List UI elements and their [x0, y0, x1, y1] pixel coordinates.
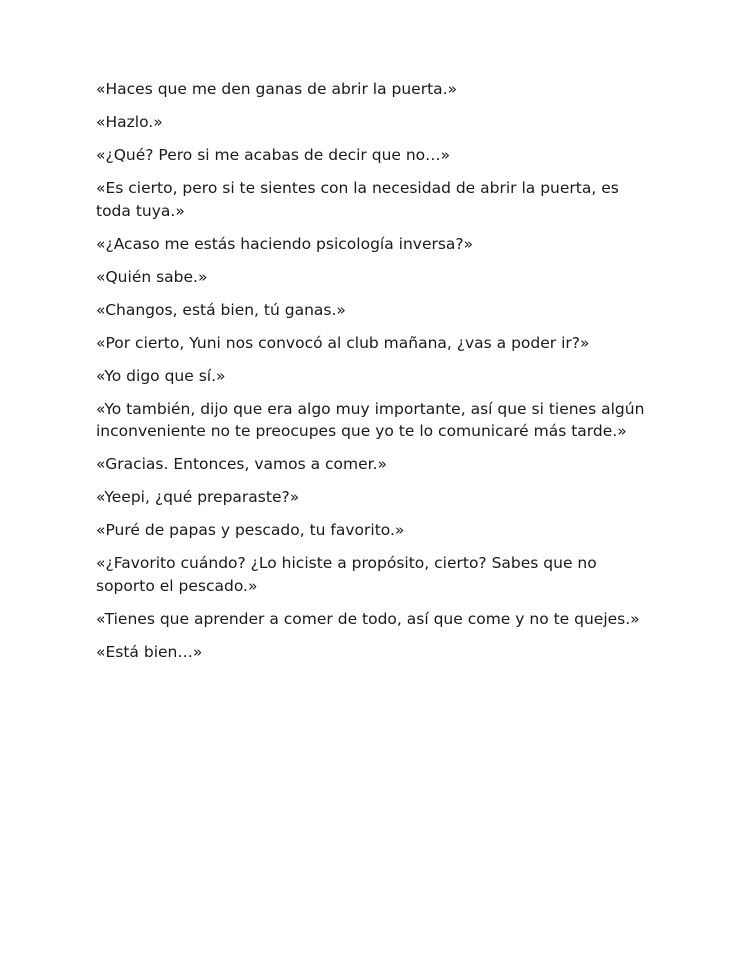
paragraph: «¿Qué? Pero si me acabas de decir que no…» [96, 146, 451, 164]
paragraph: «Por cierto, Yuni nos convocó al club mañana, ¿vas a poder ir?» [96, 333, 590, 352]
paragraph: «Tienes que aprender a comer de todo, así que come y no te quejes.» [96, 609, 640, 628]
paragraph: «Quién sabe.» [96, 267, 208, 286]
paragraph: «¿Acaso me estás haciendo psicología inversa?» [96, 234, 474, 253]
paragraph: «Haces que me den ganas de abrir la puerta.» [96, 80, 458, 98]
paragraph: «Puré de papas y pescado, tu favorito.» [96, 521, 405, 539]
paragraph: «Changos, está bien, tú ganas.» [96, 300, 346, 319]
paragraph: «Es cierto, pero si te sientes con la necesidad de abrir la puerta, es toda tuya.» [96, 179, 619, 220]
document-body [96, 78, 656, 674]
paragraph: «¿Favorito cuándo? ¿Lo hiciste a propósito, cierto? Sabes que no soporto el pescado.» [96, 554, 597, 595]
paragraph: «Yo también, dijo que era algo muy importante, así que si tienes algún inconveniente no te preocupes que yo te lo comunicaré más tarde.» [96, 399, 645, 440]
paragraph: «Yeepi, ¿qué preparaste?» [96, 488, 300, 506]
paragraph: «Está bien…» [96, 642, 203, 661]
paragraph: «Gracias. Entonces, vamos a comer.» [96, 455, 388, 473]
paragraph: «Yo digo que sí.» [96, 366, 226, 385]
paragraph: «Hazlo.» [96, 113, 163, 131]
